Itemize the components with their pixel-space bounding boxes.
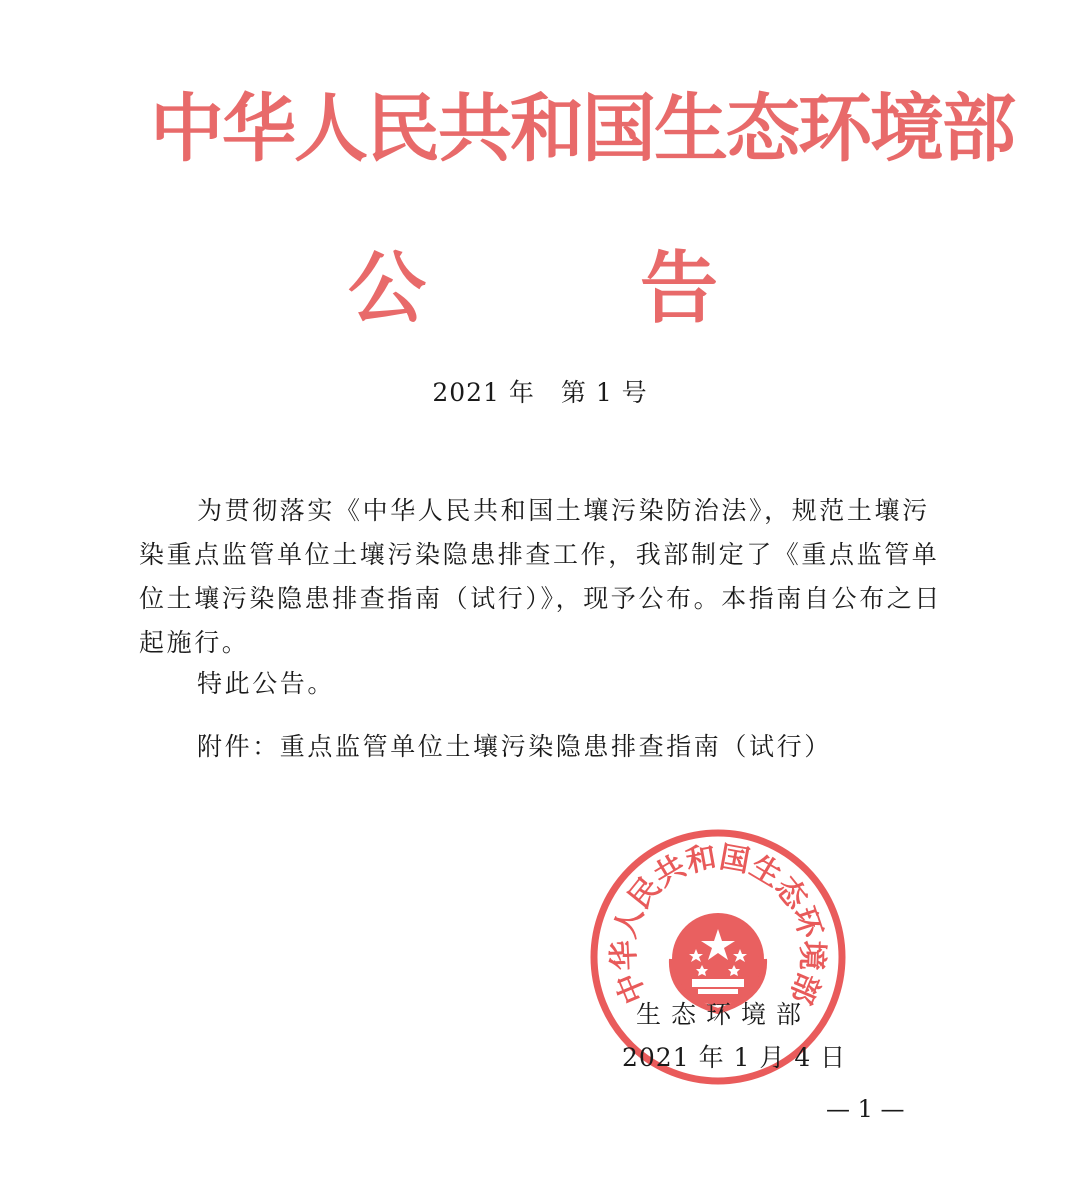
national-emblem-icon bbox=[672, 913, 764, 1011]
issue-date: 2021 年 1 月 4 日 bbox=[622, 1043, 847, 1072]
body-paragraph: 为贯彻落实《中华人民共和国土壤污染防治法》，规范土壤污染重点监管单位土壤污染隐患排查工作，我部制定了《重点监管单位土壤污染隐患排查指南（试行）》，现予公布。本指南自公布之日起施行。 bbox=[139, 496, 943, 657]
attachment-line: 附件：重点监管单位土壤污染隐患排查指南（试行） bbox=[197, 732, 832, 761]
page-number: — 1 — bbox=[826, 1095, 905, 1123]
issuing-organization-header: 中华人民共和国生态环境部 bbox=[150, 86, 1014, 172]
seal-text: 中华人民共和国生态环境部 bbox=[606, 839, 830, 1009]
document-number: 2021 年 第 1 号 bbox=[432, 378, 648, 407]
issuer-signature: 生态环境部 bbox=[636, 1000, 812, 1029]
doc-type-char-2: 告 bbox=[640, 243, 719, 334]
doc-type-char-1: 公 bbox=[348, 243, 427, 334]
closing-statement: 特此公告。 bbox=[197, 669, 336, 698]
